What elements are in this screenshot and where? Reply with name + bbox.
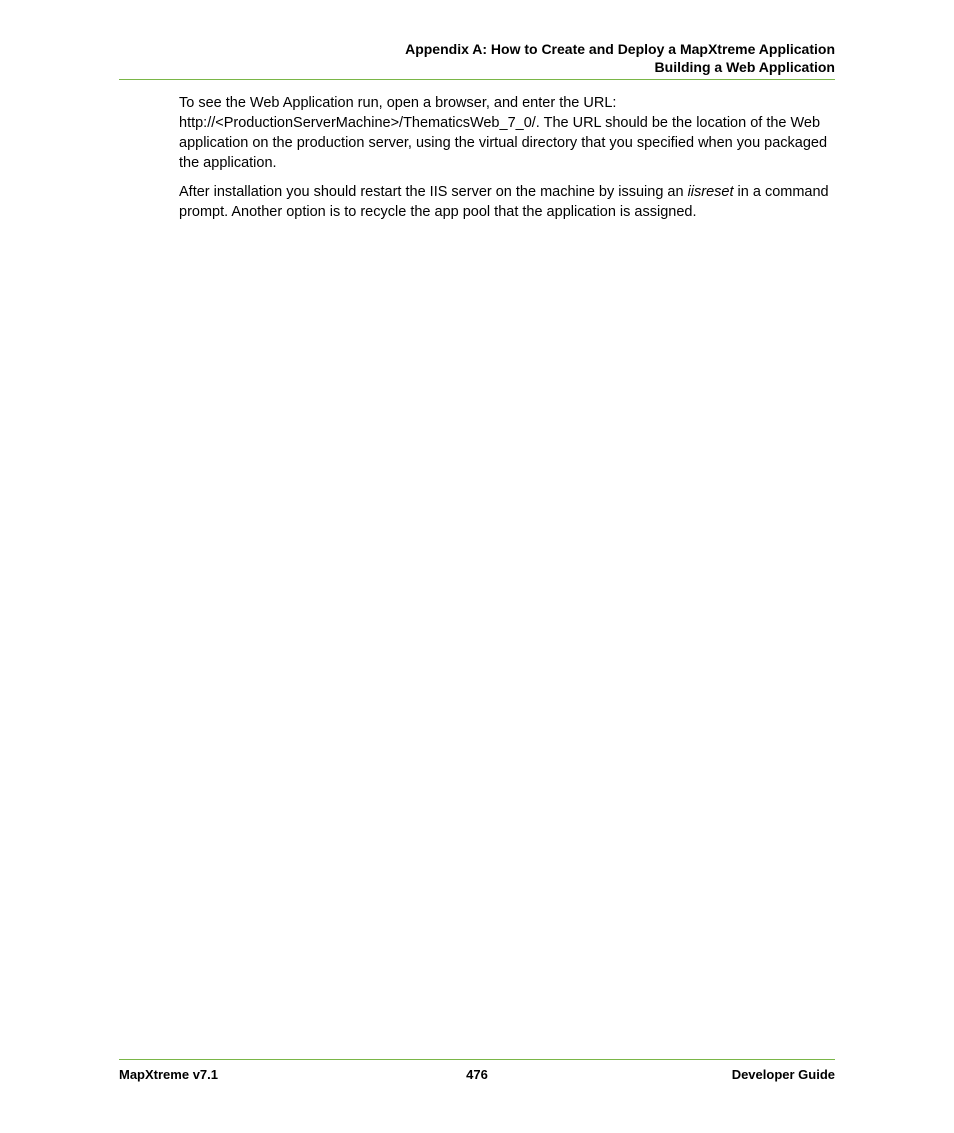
footer-page-number: 476: [466, 1067, 488, 1082]
footer-doc-title: Developer Guide: [731, 1067, 835, 1082]
page-header: [119, 40, 835, 76]
page-footer: [119, 1066, 835, 1084]
page-body: [179, 93, 839, 231]
iisreset-command: iisreset: [687, 184, 734, 200]
footer-divider: [119, 1059, 835, 1060]
paragraph-iisreset-before: After installation you should restart the IIS server on the machine by issuing an: [179, 184, 688, 200]
paragraph-iisreset: [179, 182, 839, 222]
section-title: Building a Web Application: [654, 59, 835, 75]
paragraph-url-intro: To see the Web Application run, open a browser, and enter the URL:: [179, 95, 617, 111]
paragraph-iisreset-after: in a command prompt. Another option is to recycle the app pool that the application is assigned.: [179, 184, 829, 220]
footer-product: MapXtreme v7.1: [119, 1067, 218, 1082]
chapter-title: Appendix A: How to Create and Deploy a MapXtreme Application: [405, 41, 835, 57]
paragraph-url-rest: http://<ProductionServerMachine>/ThematicsWeb_7_0/. The URL should be the location of the Web application on the production server, using the virtual directory that you specified when you packaged the application.: [179, 115, 828, 171]
header-divider: [119, 79, 835, 80]
paragraph-url: [179, 93, 839, 173]
